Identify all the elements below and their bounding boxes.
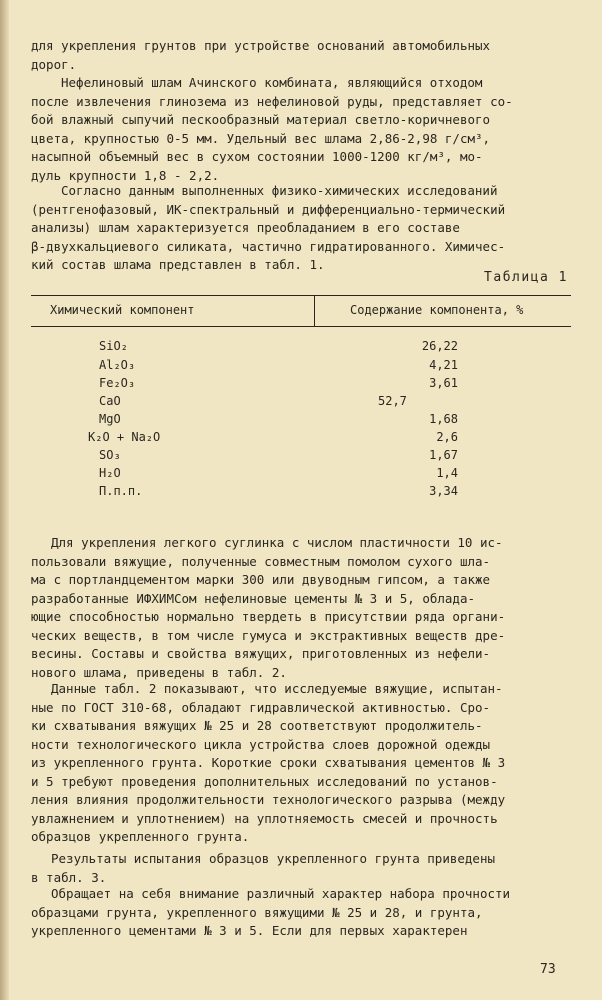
text-line: образцов укрепленного грунта. xyxy=(31,829,250,844)
table-row xyxy=(0,358,602,376)
text-line: Нефелиновый шлам Ачинского комбината, являющийся отходом xyxy=(61,75,483,90)
table-row xyxy=(0,430,602,448)
table-row xyxy=(0,339,602,357)
table-top-rule xyxy=(31,295,571,296)
paragraph-table2-analysis xyxy=(31,680,571,847)
text-line: и 5 требуют проведения дополнительных исследований по установ- xyxy=(31,773,498,789)
table-row xyxy=(0,484,602,502)
component-value: 52,7 xyxy=(378,394,407,408)
table-header-component: Химический компонент xyxy=(50,303,195,317)
text-line: нового шлама, приведены в табл. 2. xyxy=(31,664,287,680)
table-row xyxy=(0,448,602,466)
text-line: укрепленного цементами № 3 и 5. Если для первых характерен xyxy=(31,923,468,938)
component-name: K₂O + Na₂O xyxy=(88,430,161,444)
table-header-rule xyxy=(31,326,571,327)
table-row xyxy=(0,412,602,430)
text-line: разработанные ИФХИМСом нефелиновые цементы № 3 и 5, облада- xyxy=(31,590,476,606)
text-line: анализы) шлам характеризуется преобладанием в его составе xyxy=(31,220,460,235)
text-line: β-двухкальциевого силиката, частично гидратированного. Химичес- xyxy=(31,238,506,254)
component-value: 1,67 xyxy=(429,448,458,462)
text-line: увлажнением и уплотнением) на уплотняемость смесей и прочность xyxy=(31,810,498,826)
text-line: дуль крупности 1,8 - 2,2. xyxy=(31,167,220,183)
text-line: после извлечения глинозема из нефелиновой руды, представляет со- xyxy=(31,93,513,109)
text-line: цвета, крупностью 0-5 мм. Удельный вес шлама 2,86-2,98 г/см³, xyxy=(31,130,491,146)
paragraph-intro-continuation xyxy=(31,37,571,74)
text-line: пользовали вяжущие, полученные совместным помолом сухого шла- xyxy=(31,553,491,569)
paragraph-loam-strengthening xyxy=(31,534,571,682)
component-name: CaO xyxy=(99,394,121,408)
component-name: SiO₂ xyxy=(99,339,128,353)
component-name: MgO xyxy=(99,412,121,426)
component-value: 4,21 xyxy=(429,358,458,372)
component-value: 2,6 xyxy=(436,430,458,444)
text-line: ности технологического цикла устройства слоев дорожной одежды xyxy=(31,736,491,752)
paragraph-nepheline-sludge xyxy=(31,74,571,185)
table-row xyxy=(0,466,602,484)
text-line: бой влажный сыпучий пескообразный материал светло-коричневого xyxy=(31,112,491,127)
text-line: (рентгенофазовый, ИК-спектральный и дифференциально-термический xyxy=(31,201,506,217)
text-line: насыпной объемный вес в сухом состоянии 1000-1200 кг/м³, мо- xyxy=(31,149,483,164)
text-line: в табл. 3. xyxy=(31,869,107,885)
paragraph-test-results xyxy=(31,850,571,887)
table-header-divider xyxy=(314,296,315,326)
component-value: 3,34 xyxy=(429,484,458,498)
text-line: Для укрепления легкого суглинка с числом пластичности 10 ис- xyxy=(51,535,503,550)
component-name: H₂O xyxy=(99,466,121,480)
component-name: Al₂O₃ xyxy=(99,358,136,372)
text-line: ные по ГОСТ 310-68, обладают гидравлической активностью. Сро- xyxy=(31,699,491,715)
text-line: Результаты испытания образцов укрепленного грунта приведены xyxy=(51,851,496,866)
text-line: Обращает на себя внимание различный характер набора прочности xyxy=(51,886,511,901)
text-line: ма с портландцементом марки 300 или двуводным гипсом, а также xyxy=(31,572,491,587)
text-line: ления влияния продолжительности технологического разрыва (между xyxy=(31,792,506,807)
component-value: 26,22 xyxy=(421,339,458,353)
table-row xyxy=(0,376,602,394)
paragraph-strength-gain xyxy=(31,885,571,941)
table-title: Таблица 1 xyxy=(484,270,568,285)
text-line: для укрепления грунтов при устройстве оснований автомобильных xyxy=(31,38,491,53)
component-name: SO₃ xyxy=(99,448,121,462)
text-line: из укрепленного грунта. Короткие сроки схватывания цементов № 3 xyxy=(31,755,506,770)
text-line: ки схватывания вяжущих № 25 и 28 соответствуют продолжитель- xyxy=(31,718,483,733)
table-header-content: Содержание компонента, % xyxy=(350,303,524,317)
text-line: весины. Составы и свойства вяжущих, приготовленных из нефели- xyxy=(31,646,491,661)
text-line: Данные табл. 2 показывают, что исследуемые вяжущие, испытан- xyxy=(51,681,503,696)
text-line: Согласно данным выполненных физико-химических исследований xyxy=(61,183,498,198)
text-line: ческих веществ, в том числе гумуса и экстрактивных веществ дре- xyxy=(31,627,506,643)
table-row xyxy=(0,394,602,412)
text-line: кий состав шлама представлен в табл. 1. xyxy=(31,257,325,272)
text-line: ющие способностью нормально твердеть в присутствии ряда органи- xyxy=(31,609,506,624)
page-number: 73 xyxy=(540,962,556,977)
component-value: 1,68 xyxy=(429,412,458,426)
text-line: образцами грунта, укрепленного вяжущими № 25 и 28, и грунта, xyxy=(31,904,483,920)
component-value: 1,4 xyxy=(436,466,458,480)
paragraph-physico-chemical xyxy=(31,182,571,275)
component-name: Fe₂O₃ xyxy=(99,376,136,390)
component-name: П.п.п. xyxy=(99,484,143,498)
text-line: дорог. xyxy=(31,56,77,72)
component-value: 3,61 xyxy=(429,376,458,390)
